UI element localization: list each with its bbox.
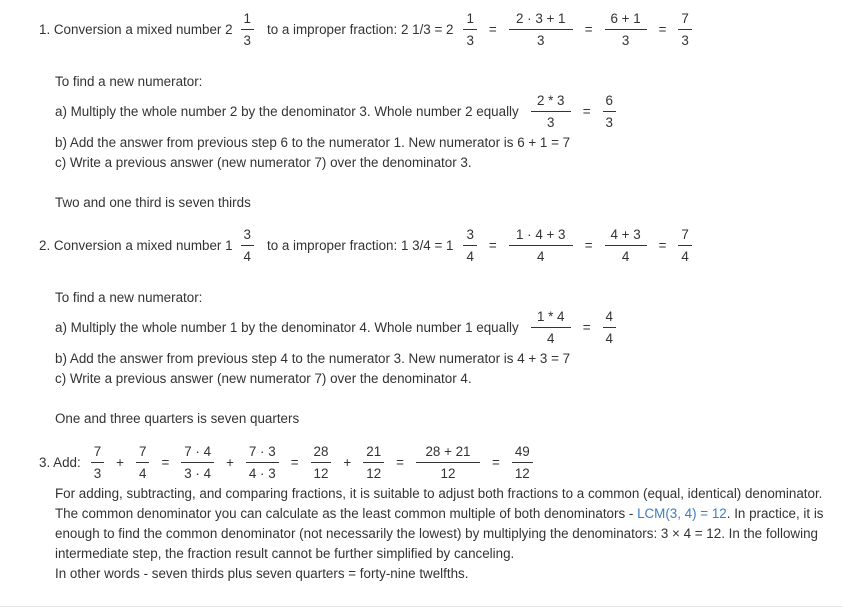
step3-equals-3: = bbox=[396, 455, 404, 470]
step3-addition-row bbox=[39, 444, 538, 481]
step3-fraction-6: $\frac{21}{12}$ bbox=[363, 444, 384, 481]
step2-equals-1: = bbox=[488, 238, 497, 253]
step2-fraction-b: $\frac{1 \cdot 4 + 3}{4}$ bbox=[509, 227, 573, 264]
step1-mixed-fraction: $\frac{1}{3}$ bbox=[241, 11, 254, 48]
step1-fraction-d: $\frac{7}{3}$ bbox=[678, 11, 691, 48]
step1-multiply-equals: = bbox=[582, 104, 591, 119]
step3-words: In other words - seven thirds plus seven quarters = forty-nine twelfths. bbox=[55, 566, 469, 581]
step3-plus-2: + bbox=[226, 455, 234, 470]
step1-words: Two and one third is seven thirds bbox=[55, 195, 251, 210]
step3-plus-3: + bbox=[343, 455, 352, 470]
step2-multiply-fraction: $\frac{1 * 4}{4}$ bbox=[531, 309, 571, 346]
step3-fraction-3: $\frac{7 \cdot 4}{3 \cdot 4}$ bbox=[181, 444, 214, 481]
step3-explanation-part2: . In practice, it is enough to find the common denominator (not necessarily the lowest) by multiplying the denominators: 3 × 4 = 12. In the following intermediate step, the fraction result cannot be further simplified by canceling. bbox=[55, 506, 824, 561]
step2-fraction-a: $\frac{3}{4}$ bbox=[463, 227, 476, 264]
step3-equals-2: = bbox=[290, 455, 299, 470]
step3-label: 3. Add: bbox=[39, 455, 81, 470]
step1-mid-text: to a improper fraction: 2 1/3 = 2 bbox=[266, 22, 454, 37]
step1-fraction-a: $\frac{1}{3}$ bbox=[463, 11, 476, 48]
step2-find-title: To find a new numerator: bbox=[55, 290, 203, 305]
step2-multiply-equals: = bbox=[582, 320, 591, 335]
step2-write-text: c) Write a previous answer (new numerator 7) over the denominator 4. bbox=[55, 371, 472, 386]
step2-mixed-fraction: $\frac{3}{4}$ bbox=[241, 227, 254, 264]
step1-equals-3: = bbox=[658, 22, 667, 37]
step2-multiply-text: a) Multiply the whole number 1 by the denominator 4. Whole number 1 equally bbox=[55, 320, 519, 335]
step1-multiply-text: a) Multiply the whole number 2 by the denominator 3. Whole number 2 equally bbox=[55, 104, 519, 119]
step1-equals-2: = bbox=[584, 22, 593, 37]
step3-fraction-7: $\frac{28 + 21}{12}$ bbox=[416, 444, 480, 481]
step3-explanation bbox=[55, 484, 833, 584]
lcm-link[interactable]: LCM(3, 4) = 12 bbox=[637, 506, 727, 521]
step3-fraction-8: $\frac{49}{12}$ bbox=[512, 444, 533, 481]
step1-multiply-result: $\frac{6}{3}$ bbox=[603, 93, 616, 130]
step3-fraction-2: $\frac{7}{4}$ bbox=[136, 444, 149, 481]
step3-equals-1: = bbox=[161, 455, 170, 470]
step2-multiply-result: $\frac{4}{4}$ bbox=[603, 309, 616, 346]
step2-conversion-row bbox=[39, 227, 697, 264]
step3-equals-4: = bbox=[491, 455, 500, 470]
step2-add-text: b) Add the answer from previous step 4 to the numerator 3. New numerator is 4 + 3 = 7 bbox=[55, 351, 571, 366]
step1-write-text: c) Write a previous answer (new numerator 7) over the denominator 3. bbox=[55, 155, 472, 170]
step1-equals-1: = bbox=[488, 22, 497, 37]
step2-mid-text: to a improper fraction: 1 3/4 = 1 bbox=[266, 238, 454, 253]
step1-add-text: b) Add the answer from previous step 6 to the numerator 1. New numerator is 6 + 1 = 7 bbox=[55, 135, 571, 150]
step2-equals-3: = bbox=[658, 238, 667, 253]
step3-plus-1: + bbox=[116, 455, 124, 470]
step2-words: One and three quarters is seven quarters bbox=[55, 411, 300, 426]
step2-multiply-row bbox=[55, 309, 621, 346]
divider bbox=[0, 606, 842, 607]
step1-find-title: To find a new numerator: bbox=[55, 74, 203, 89]
step1-conversion-row bbox=[39, 11, 697, 48]
step2-fraction-c: $\frac{4 + 3}{4}$ bbox=[605, 227, 647, 264]
step1-fraction-c: $\frac{6 + 1}{3}$ bbox=[605, 11, 647, 48]
step3-fraction-4: $\frac{7 \cdot 3}{4 \cdot 3}$ bbox=[246, 444, 279, 481]
step1-multiply-row bbox=[55, 93, 621, 130]
step2-label: 2. Conversion a mixed number 1 bbox=[39, 238, 233, 253]
step2-equals-2: = bbox=[584, 238, 593, 253]
step1-fraction-b: $\frac{2 \cdot 3 + 1}{3}$ bbox=[509, 11, 573, 48]
step3-fraction-1: $\frac{7}{3}$ bbox=[91, 444, 104, 481]
step3-fraction-5: $\frac{28}{12}$ bbox=[311, 444, 332, 481]
step1-label: 1. Conversion a mixed number 2 bbox=[39, 22, 233, 37]
step2-fraction-d: $\frac{7}{4}$ bbox=[678, 227, 691, 264]
step1-multiply-fraction: $\frac{2 * 3}{3}$ bbox=[531, 93, 571, 130]
step3-explanation-part1: For adding, subtracting, and comparing fractions, it is suitable to adjust both fractions to a common (equal, identical) denominator. The common denominator you can calculate as the least common multiple of both denominators - bbox=[55, 486, 823, 521]
